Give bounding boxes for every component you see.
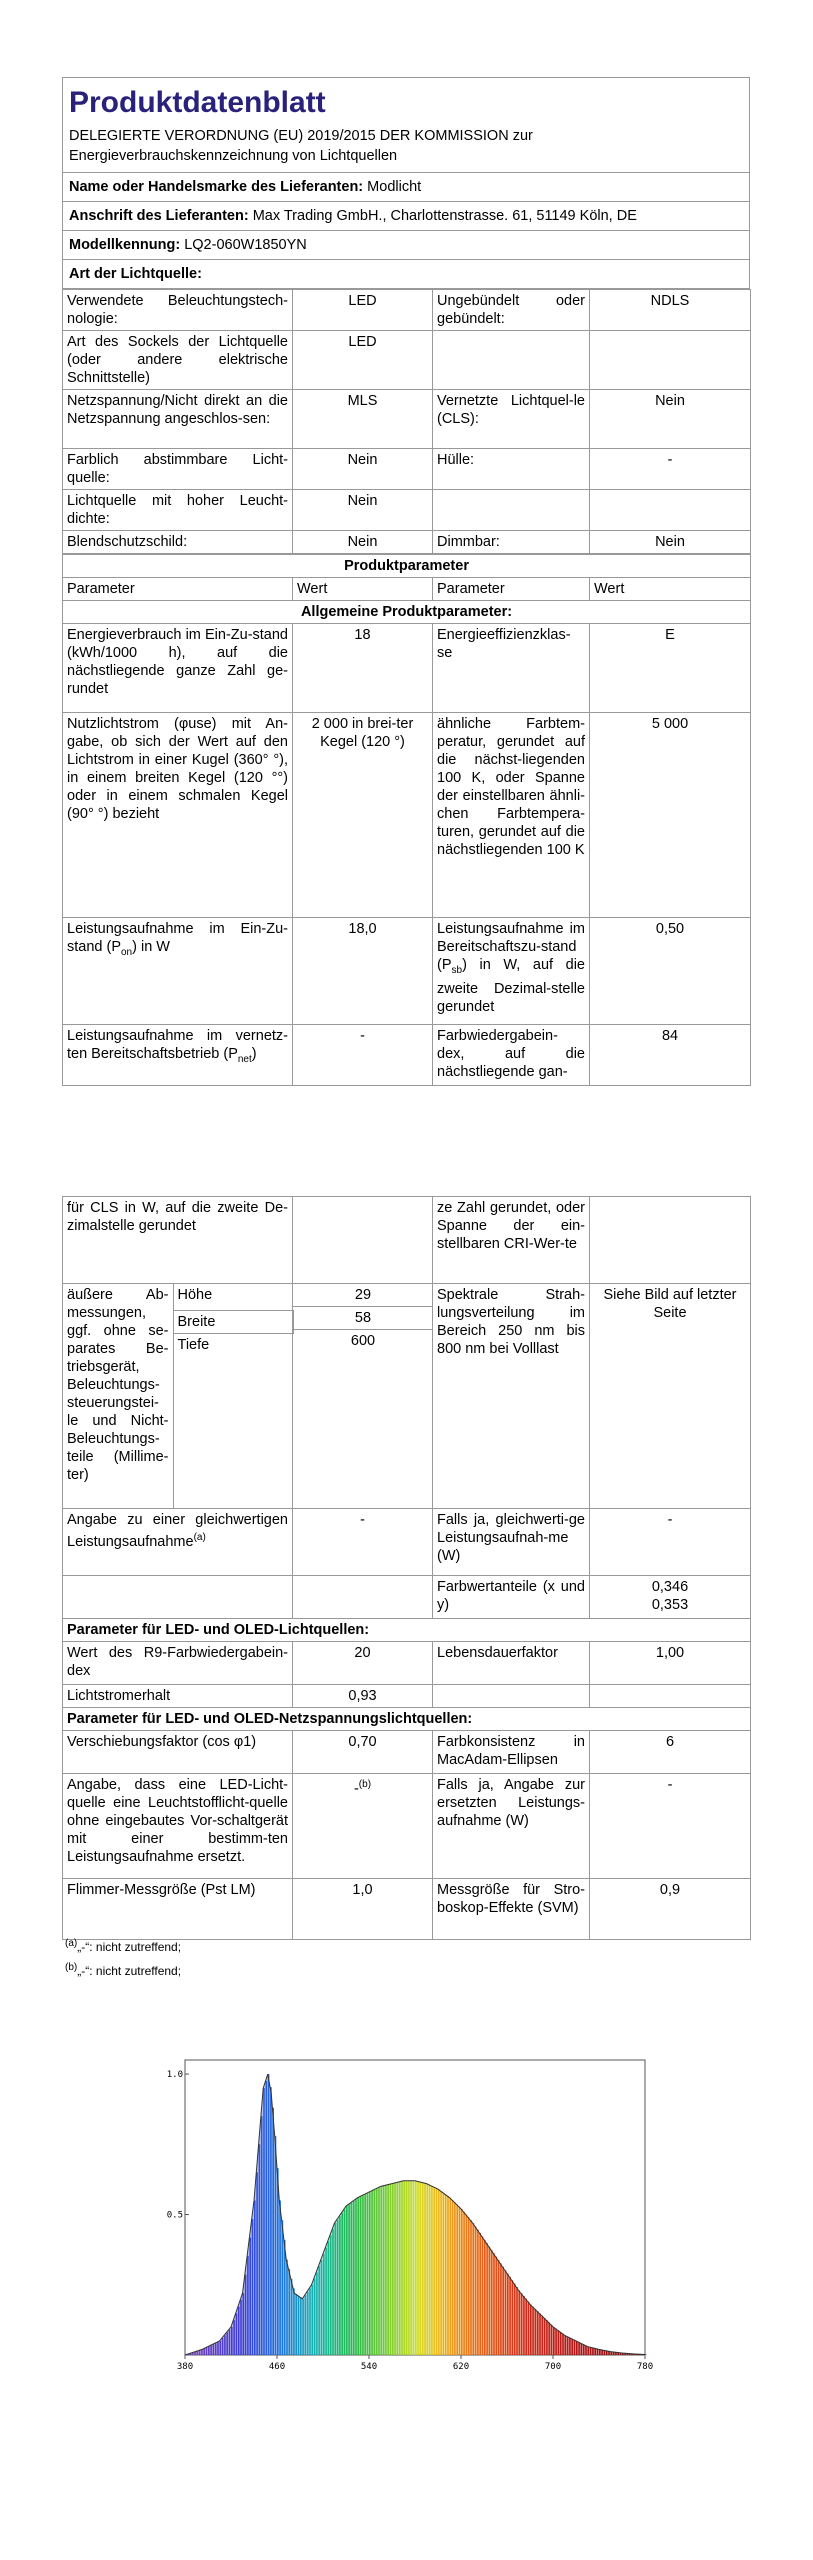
lightsource-cell-l2: Ungebündelt oder gebündelt: bbox=[433, 290, 590, 331]
brand-label: Name oder Handelsmarke des Lieferanten: bbox=[69, 179, 364, 195]
lightsource-cell-v1: Nein bbox=[293, 449, 433, 490]
lightsource-table bbox=[62, 289, 751, 554]
chroma-label: Farbwertanteile (x und y) bbox=[433, 1576, 590, 1619]
lightsource-row bbox=[63, 449, 751, 490]
x-tick-label: 380 bbox=[176, 2362, 194, 2370]
replace-value: -$^{(b)}$ bbox=[293, 1774, 433, 1879]
width-value: 58 bbox=[293, 1307, 433, 1330]
dims-label: äußere Ab-messungen, ggf. ohne se-parates Be-triebsgerät, Beleuchtungs-steuerungstei-le und Nicht-Beleuchtungs-teile (Millime-ter) bbox=[63, 1284, 173, 1508]
height-label: Höhe bbox=[177, 1287, 213, 1303]
pon-value: 18,0 bbox=[293, 918, 433, 1025]
macadam-value: 6 bbox=[590, 1731, 751, 1774]
flicker-value: 1,0 bbox=[293, 1879, 433, 1940]
lightsource-row bbox=[63, 331, 751, 390]
x-tick-label: 780 bbox=[636, 2362, 654, 2370]
cri-label-cont: ze Zahl gerundet, oder Spanne der ein-stellbaren CRI-Wer-te bbox=[433, 1197, 590, 1284]
replace2-value: - bbox=[590, 1774, 751, 1879]
equiv-value: - bbox=[293, 1509, 433, 1576]
lightsource-cell-l1: Lichtquelle mit hoher Leucht-dichte: bbox=[63, 490, 293, 531]
energy-label: Energieverbrauch im Ein-Zu-stand (kWh/1000 h), auf die nächstliegende ganze Zahl ge-rundet bbox=[63, 624, 293, 713]
datasheet-page-2 bbox=[62, 1196, 750, 1940]
maint-value: 0,93 bbox=[293, 1685, 433, 1708]
type-heading: Art der Lichtquelle: bbox=[62, 260, 750, 289]
pon-label: Leistungsaufnahme im Ein-Zu-stand $(P_{on})$ in W bbox=[63, 918, 293, 1025]
width-label: Breite bbox=[173, 1311, 293, 1334]
lightsource-row bbox=[63, 490, 751, 531]
svm-label: Messgröße für Stro-boskop-Effekte (SVM) bbox=[433, 1879, 590, 1940]
led-heading: Parameter für LED- und OLED-Lichtquellen: bbox=[63, 1619, 751, 1642]
r9-label: Wert des R9-Farbwiedergabein-dex bbox=[63, 1642, 293, 1685]
general-params-heading: Allgemeine Produktparameter: bbox=[63, 601, 751, 624]
lightsource-row bbox=[63, 290, 751, 331]
spectrum-chart bbox=[160, 2050, 655, 2370]
address-value: Max Trading GmbH., Charlottenstrasse. 61, 51149 Köln, DE bbox=[252, 208, 637, 224]
address-line bbox=[62, 202, 750, 231]
x-tick-label: 540 bbox=[360, 2362, 378, 2370]
life-label: Lebensdauerfaktor bbox=[433, 1642, 590, 1685]
dims-values-cell bbox=[293, 1284, 433, 1509]
svm-value: 0,9 bbox=[590, 1879, 751, 1940]
lightsource-cell-v2: - bbox=[590, 449, 751, 490]
equiv-label: Angabe zu einer gleichwertigen Leistungsaufnahme$^{(a)}$ bbox=[63, 1509, 293, 1576]
lightsource-cell-v1: Nein bbox=[293, 490, 433, 531]
spectrum-bar bbox=[645, 2354, 647, 2355]
psb-value: 0,50 bbox=[590, 918, 751, 1025]
pnet-label-cont: für CLS in W, auf die zweite De-zimalstelle gerundet bbox=[63, 1197, 293, 1284]
x-tick-label: 620 bbox=[452, 2362, 470, 2370]
chroma-value: 0,346 0,353 bbox=[590, 1576, 751, 1619]
life-value: 1,00 bbox=[590, 1642, 751, 1685]
flux-label: Nutzlichtstrom (φuse) mit An-gabe, ob sich der Wert auf den Lichtstrom in einer Kugel (360° °), in einem breiten Kegel (120 °°) oder in einem schmalen Kegel (90° °) bezieht bbox=[63, 713, 293, 918]
cct-value: 5 000 bbox=[590, 713, 751, 918]
maint-label: Lichtstromerhalt bbox=[63, 1685, 293, 1708]
footnote-b: $^{(b)}$„-“: nicht zutreffend; bbox=[65, 1962, 182, 1978]
depth-label: Tiefe bbox=[177, 1337, 210, 1353]
lightsource-row bbox=[63, 390, 751, 449]
r9-value: 20 bbox=[293, 1642, 433, 1685]
product-params-table bbox=[62, 554, 751, 1086]
lightsource-cell-v2: Nein bbox=[590, 531, 751, 554]
pnet-label: Leistungsaufnahme im vernetz-ten Bereitschaftsbetrieb $(P_{net})$ bbox=[63, 1025, 293, 1086]
lightsource-row bbox=[63, 531, 751, 554]
energy-class-value: E bbox=[590, 624, 751, 713]
cri-value-cont bbox=[590, 1197, 751, 1284]
lightsource-cell-v1: MLS bbox=[293, 390, 433, 449]
lightsource-cell-v2: Nein bbox=[590, 390, 751, 449]
lightsource-cell-v2 bbox=[590, 490, 751, 531]
pf-value: 0,70 bbox=[293, 1731, 433, 1774]
lightsource-cell-l1: Blendschutzschild: bbox=[63, 531, 293, 554]
cct-label: ähnliche Farbtem-peratur, gerundet auf die nächst-liegenden 100 K, oder Spanne der einstellbaren ähnli-chen Farbtempera-turen, gerundet auf die nächstliegenden 100 K bbox=[433, 713, 590, 918]
pnet-value-cont bbox=[293, 1197, 433, 1284]
macadam-label: Farbkonsistenz in MacAdam-Ellipsen bbox=[433, 1731, 590, 1774]
lightsource-cell-v1: LED bbox=[293, 331, 433, 390]
replace-label: Angabe, dass eine LED-Licht-quelle eine Leuchtstofflicht-quelle ohne eingebautes Vor-schaltgerät mit einer bestimm-ten Leistungsaufnahme ersetzt. bbox=[63, 1774, 293, 1879]
datasheet-page-1 bbox=[62, 77, 750, 1086]
params-continued-table bbox=[62, 1196, 751, 1940]
spd-value: Siehe Bild auf letzter Seite bbox=[590, 1284, 751, 1509]
energy-class-label: Energieeffizienzklas-se bbox=[433, 624, 590, 713]
regulation-text: DELEGIERTE VERORDNUNG (EU) 2019/2015 DER KOMMISSION zur Energieverbrauchskennzeichnung von Lichtquellen bbox=[69, 128, 533, 164]
lightsource-cell-l2 bbox=[433, 490, 590, 531]
model-label: Modellkennung: bbox=[69, 237, 181, 253]
height-value: 29 bbox=[354, 1287, 372, 1303]
brand-line bbox=[62, 173, 750, 202]
x-tick-label: 700 bbox=[544, 2362, 562, 2370]
dims-cell bbox=[63, 1284, 293, 1509]
lightsource-cell-l1: Verwendete Beleuchtungstech-nologie: bbox=[63, 290, 293, 331]
lightsource-cell-v2: NDLS bbox=[590, 290, 751, 331]
x-tick-label: 460 bbox=[268, 2362, 286, 2370]
pf-label: Verschiebungsfaktor (cos φ1) bbox=[63, 1731, 293, 1774]
address-label: Anschrift des Lieferanten: bbox=[69, 208, 249, 224]
lightsource-cell-v1: Nein bbox=[293, 531, 433, 554]
depth-value: 600 bbox=[350, 1333, 376, 1349]
energy-value: 18 bbox=[293, 624, 433, 713]
cri-value: 84 bbox=[590, 1025, 751, 1086]
equiv2-label: Falls ja, gleichwerti-ge Leistungsaufnah-me (W) bbox=[433, 1509, 590, 1576]
lightsource-cell-l2: Hülle: bbox=[433, 449, 590, 490]
equiv2-value: - bbox=[590, 1509, 751, 1576]
replace2-label: Falls ja, Angabe zur ersetzten Leistungs-aufnahme (W) bbox=[433, 1774, 590, 1879]
product-params-heading: Produktparameter bbox=[63, 555, 751, 578]
lightsource-cell-v1: LED bbox=[293, 290, 433, 331]
brand-value: Modlicht bbox=[367, 179, 422, 195]
col-param-2: Parameter bbox=[433, 578, 590, 601]
lightsource-cell-l2 bbox=[433, 331, 590, 390]
model-line bbox=[62, 231, 750, 260]
lightsource-cell-l1: Farblich abstimmbare Licht-quelle: bbox=[63, 449, 293, 490]
lightsource-cell-l2: Vernetzte Lichtquel-le (CLS): bbox=[433, 390, 590, 449]
lightsource-cell-v2 bbox=[590, 331, 751, 390]
flicker-label: Flimmer-Messgröße (Pst LM) bbox=[63, 1879, 293, 1940]
lightsource-cell-l2: Dimmbar: bbox=[433, 531, 590, 554]
col-param-1: Parameter bbox=[63, 578, 293, 601]
y-tick-label: 1.0 bbox=[166, 2070, 183, 2081]
model-value: LQ2-060W1850YN bbox=[184, 237, 307, 253]
header-box bbox=[62, 77, 750, 173]
flux-value: 2 000 in brei-ter Kegel (120 °) bbox=[293, 713, 433, 918]
pnet-value: - bbox=[293, 1025, 433, 1086]
mains-heading: Parameter für LED- und OLED-Netzspannungslichtquellen: bbox=[63, 1708, 751, 1731]
spd-label: Spektrale Strah-lungsverteilung im Bereich 250 nm bis 800 nm bei Volllast bbox=[433, 1284, 590, 1509]
col-value-1: Wert bbox=[293, 578, 433, 601]
col-value-2: Wert bbox=[590, 578, 751, 601]
page-title: Produktdatenblatt bbox=[69, 86, 326, 119]
cri-label: Farbwiedergabein-dex, auf die nächstliegende gan- bbox=[433, 1025, 590, 1086]
lightsource-cell-l1: Art des Sockels der Lichtquelle (oder andere elektrische Schnittstelle) bbox=[63, 331, 293, 390]
footnote-a: $^{(a)}$„-“: nicht zutreffend; bbox=[65, 1938, 182, 1954]
y-tick-label: 0.5 bbox=[166, 2210, 183, 2221]
psb-label: Leistungsaufnahme im Bereitschaftszu-stand $(P_{sb})$ in W, auf die zweite Dezimal-stelle gerundet bbox=[433, 918, 590, 1025]
lightsource-cell-l1: Netzspannung/Nicht direkt an die Netzspannung angeschlos-sen: bbox=[63, 390, 293, 449]
